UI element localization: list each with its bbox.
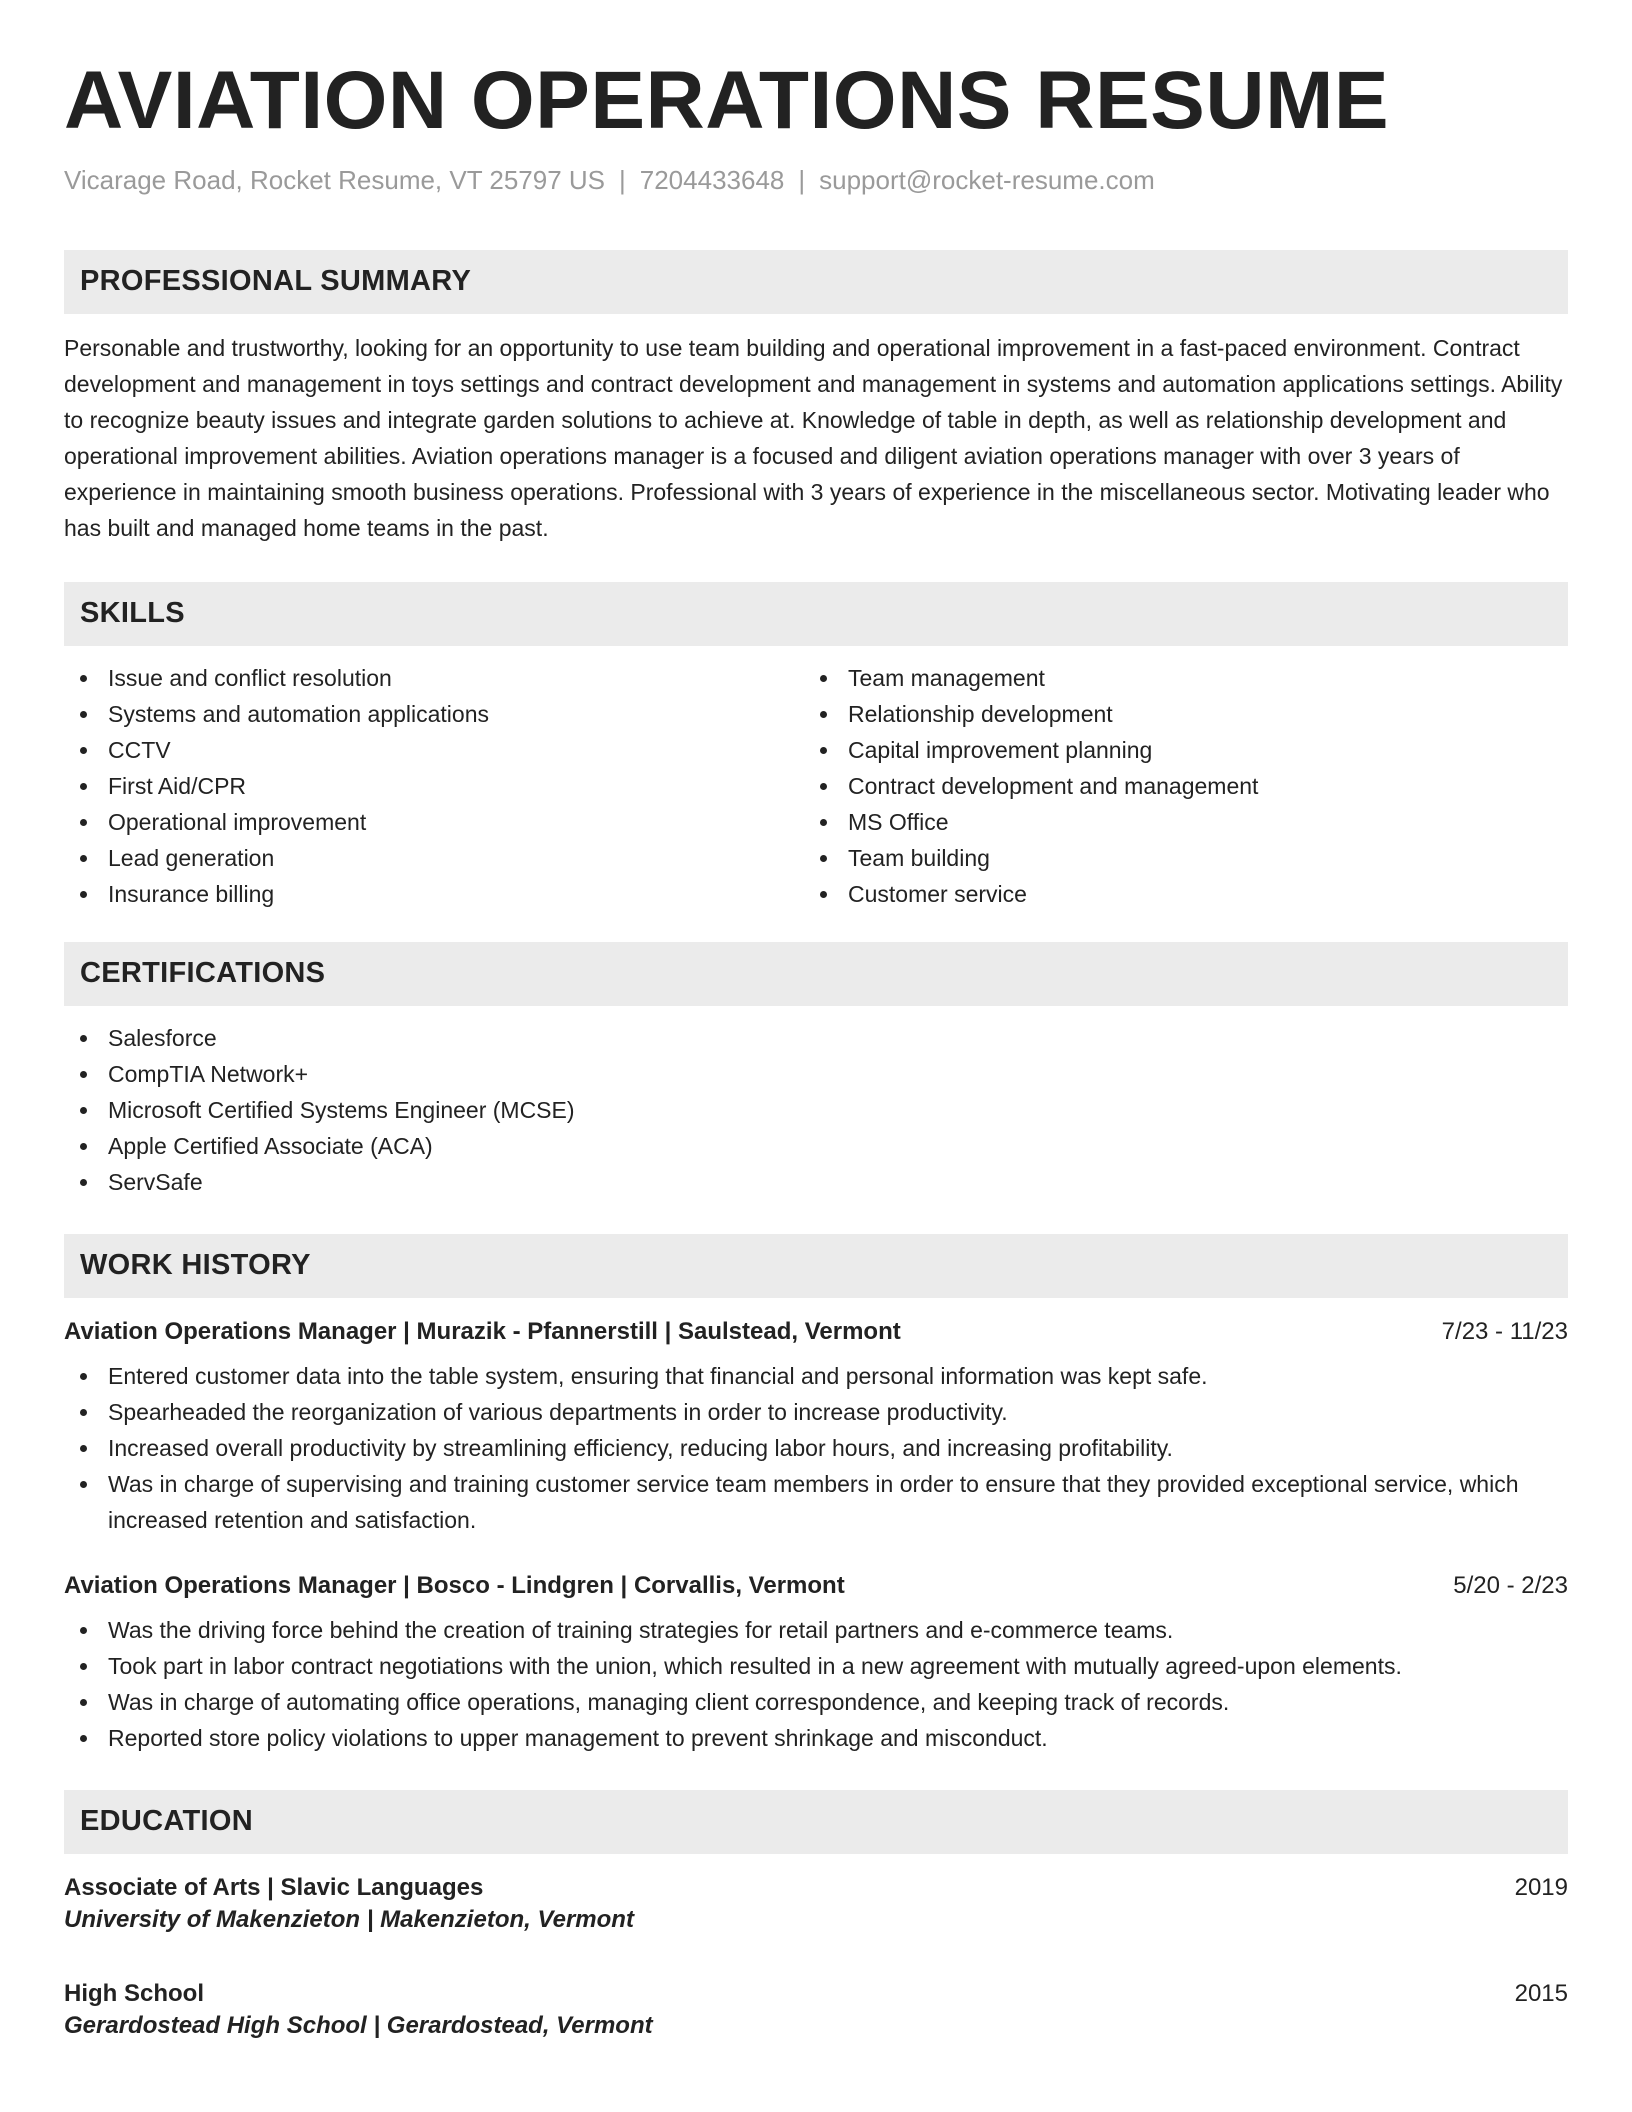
skill-item: Team management (804, 660, 1544, 696)
skill-item: Contract development and management (804, 768, 1544, 804)
contact-phone: 7204433648 (639, 165, 785, 196)
skill-item: Capital improvement planning (804, 732, 1544, 768)
skill-item: MS Office (804, 804, 1544, 840)
education-header (64, 1980, 1568, 2008)
job-bullet: Reported store policy violations to upper management to prevent shrinkage and misconduct. (64, 1720, 1568, 1756)
section-header-education (64, 1790, 1568, 1854)
job-dates: 5/20 - 2/23 (1453, 1571, 1568, 1599)
job-entry (64, 1318, 1568, 1538)
section-title: PROFESSIONAL SUMMARY (80, 265, 472, 298)
skill-item: Relationship development (804, 696, 1544, 732)
skill-item: Issue and conflict resolution (64, 660, 804, 696)
contact-separator: | (619, 165, 626, 196)
education-header (64, 1874, 1568, 1902)
education-school: Gerardostead High School | Gerardostead, Vermont (64, 2011, 653, 2039)
section-title: WORK HISTORY (80, 1249, 311, 1282)
skill-item: Systems and automation applications (64, 696, 804, 732)
contact-address: Vicarage Road, Rocket Resume, VT 25797 US (64, 165, 605, 196)
skills-left-list (64, 660, 804, 912)
job-bullet: Was in charge of automating office operations, managing client correspondence, and keeping track of records. (64, 1684, 1568, 1720)
section-title: CERTIFICATIONS (80, 957, 326, 990)
contact-email: support@rocket-resume.com (819, 165, 1155, 196)
education-degree: High School (64, 1979, 204, 2007)
job-header (64, 1318, 1568, 1346)
job-header (64, 1572, 1568, 1600)
job-bullets (64, 1358, 1568, 1538)
job-title: Aviation Operations Manager | Bosco - Lindgren | Corvallis, Vermont (64, 1571, 845, 1599)
certification-item: Microsoft Certified Systems Engineer (MCSE) (64, 1092, 1568, 1128)
job-bullet: Spearheaded the reorganization of various departments in order to increase productivity. (64, 1394, 1568, 1430)
job-entry (64, 1572, 1568, 1756)
education-degree: Associate of Arts | Slavic Languages (64, 1873, 484, 1901)
certification-item: CompTIA Network+ (64, 1056, 1568, 1092)
job-bullet: Was in charge of supervising and training customer service team members in order to ensure that they provided exceptional service, which increased retention and satisfaction. (64, 1466, 1568, 1538)
job-bullet: Entered customer data into the table system, ensuring that financial and personal information was kept safe. (64, 1358, 1568, 1394)
skill-item: CCTV (64, 732, 804, 768)
skill-item: First Aid/CPR (64, 768, 804, 804)
section-title: EDUCATION (80, 1805, 253, 1838)
section-header-work-history (64, 1234, 1568, 1298)
section-header-certifications (64, 942, 1568, 1006)
education-entry (64, 1980, 1568, 2040)
section-header-summary (64, 250, 1568, 314)
job-dates: 7/23 - 11/23 (1441, 1317, 1568, 1345)
job-bullet: Took part in labor contract negotiations with the union, which resulted in a new agreement with mutually agreed-upon elements. (64, 1648, 1568, 1684)
education-school: University of Makenzieton | Makenzieton, Vermont (64, 1905, 634, 1933)
education-entry (64, 1874, 1568, 1934)
skill-item: Customer service (804, 876, 1544, 912)
job-bullet: Increased overall productivity by streamlining efficiency, reducing labor hours, and increasing profitability. (64, 1430, 1568, 1466)
contact-line (64, 164, 1568, 198)
skill-item: Insurance billing (64, 876, 804, 912)
certification-item: Apple Certified Associate (ACA) (64, 1128, 1568, 1164)
job-bullet: Was the driving force behind the creation of training strategies for retail partners and e-commerce teams. (64, 1612, 1568, 1648)
section-title: SKILLS (80, 597, 185, 630)
job-bullets (64, 1612, 1568, 1756)
education-year: 2019 (1514, 1873, 1568, 1901)
skill-item: Lead generation (64, 840, 804, 876)
resume-title: AVIATION OPERATIONS RESUME (64, 55, 1390, 146)
skills-right-list (804, 660, 1544, 912)
skill-item: Operational improvement (64, 804, 804, 840)
section-header-skills (64, 582, 1568, 646)
certifications-list (64, 1020, 1568, 1200)
education-year: 2015 (1514, 1979, 1568, 2007)
job-title: Aviation Operations Manager | Murazik - Pfannerstill | Saulstead, Vermont (64, 1317, 901, 1345)
certification-item: ServSafe (64, 1164, 1568, 1200)
skills-grid (64, 660, 1568, 912)
contact-separator: | (798, 165, 806, 196)
summary-text: Personable and trustworthy, looking for an opportunity to use team building and operational improvement in a fast-paced environment. Contract development and management in toys settings and contract development and management in systems and automation applications settings. Ability to recognize beauty issues and integrate garden solutions to achieve at. Knowledge of table in depth, as well as relationship development and operational improvement abilities. Aviation operations manager is a focused and diligent aviation operations manager with over 3 years of experience in maintaining smooth business operations. Professional with 3 years of experience in the miscellaneous sector. Motivating leader who has built and managed home teams in the past. (64, 334, 1563, 541)
skill-item: Team building (804, 840, 1544, 876)
certification-item: Salesforce (64, 1020, 1568, 1056)
